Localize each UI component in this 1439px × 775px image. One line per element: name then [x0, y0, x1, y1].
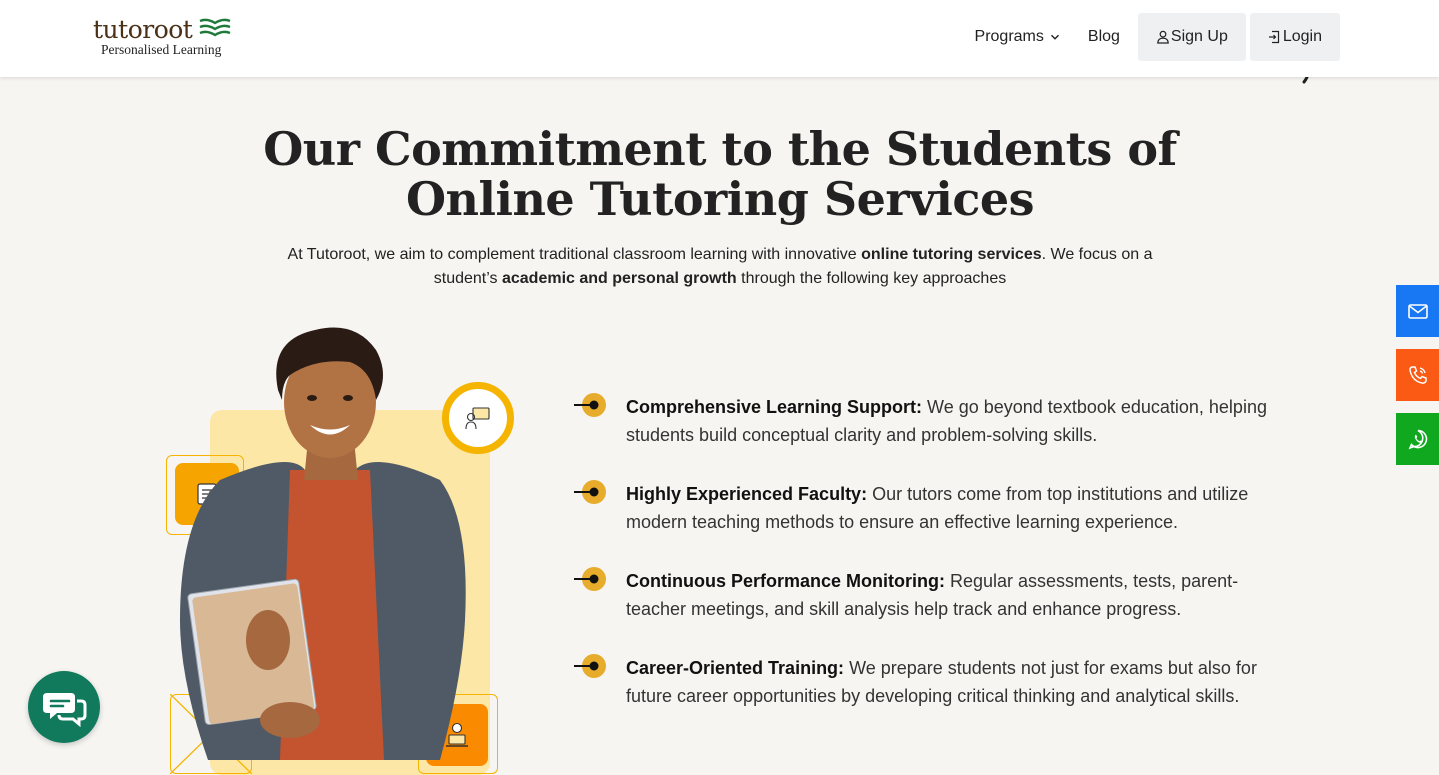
bullet-marker-icon	[574, 567, 608, 593]
list-item	[574, 567, 1294, 655]
student-photo	[140, 320, 530, 775]
bullet-marker-icon	[574, 654, 608, 680]
nav-blog[interactable]	[1074, 13, 1134, 61]
approach-description: We go beyond textbook education, helping students build conceptual clarity and problem-solving skills.	[626, 397, 1267, 445]
approach-text	[626, 654, 1294, 710]
login-icon	[1268, 30, 1282, 44]
title-line-2: Online Tutoring Services	[405, 172, 1034, 226]
approach-description: Regular assessments, tests, parent-teacher meetings, and skill analysis help track and enhance progress.	[626, 571, 1239, 619]
chat-bubbles-icon	[41, 687, 87, 727]
logo-wordmark: tutoroot	[93, 15, 193, 44]
approach-text	[626, 567, 1294, 623]
signup-label: Sign Up	[1170, 28, 1228, 45]
whatsapp-button[interactable]	[1396, 413, 1439, 465]
approach-description: We prepare students not just for exams but also for future career opportunities by developing critical thinking and analytical skills.	[626, 658, 1257, 706]
approach-description: Our tutors come from top institutions and utilize modern teaching methods to ensure an effective learning experience.	[626, 484, 1249, 532]
bullet-marker-icon	[574, 393, 608, 419]
list-item	[574, 654, 1294, 742]
phone-icon	[1407, 364, 1429, 386]
user-icon	[1156, 30, 1170, 44]
whatsapp-icon	[1407, 428, 1429, 450]
login-button[interactable]	[1250, 13, 1340, 61]
list-item	[574, 393, 1294, 481]
login-label: Login	[1282, 28, 1322, 45]
nav-blog-label: Blog	[1087, 28, 1120, 45]
bullet-marker-icon	[574, 480, 608, 506]
chevron-down-icon	[1050, 32, 1060, 42]
approach-title: Career-Oriented Training:	[626, 658, 845, 678]
signup-button[interactable]	[1138, 13, 1246, 61]
tutoroot-logo[interactable]	[93, 16, 243, 62]
phone-button[interactable]	[1396, 349, 1439, 401]
approach-title: Comprehensive Learning Support:	[626, 397, 923, 417]
approach-text	[626, 393, 1294, 449]
intro-text-2: . We focus on a student’s	[433, 246, 1153, 287]
approach-title: Continuous Performance Monitoring:	[626, 571, 945, 591]
approach-text	[626, 480, 1294, 536]
title-line-1: Our Commitment to the Students of	[263, 122, 1177, 176]
student-illustration	[140, 320, 530, 775]
open-book-icon	[198, 18, 232, 40]
intro-text-1: At Tutoroot, we aim to complement traditional classroom learning with innovative	[287, 246, 862, 263]
list-item	[574, 480, 1294, 568]
email-button[interactable]	[1396, 285, 1439, 337]
page-title	[220, 124, 1220, 224]
logo-tagline: Personalised Learning	[101, 42, 222, 57]
intro-bold-2: academic and personal growth	[501, 270, 737, 287]
approach-title: Highly Experienced Faculty:	[626, 484, 868, 504]
chat-widget-button[interactable]	[28, 671, 100, 743]
main-nav	[961, 13, 1340, 61]
nav-programs-label: Programs	[974, 28, 1044, 45]
intro-paragraph	[270, 243, 1170, 291]
intro-text-3: through the following key approaches	[736, 270, 1007, 287]
site-header	[0, 0, 1439, 77]
nav-programs[interactable]	[961, 13, 1074, 61]
mail-icon	[1407, 300, 1429, 322]
approaches-list	[574, 394, 1294, 742]
intro-bold-1: online tutoring services	[861, 246, 1042, 263]
